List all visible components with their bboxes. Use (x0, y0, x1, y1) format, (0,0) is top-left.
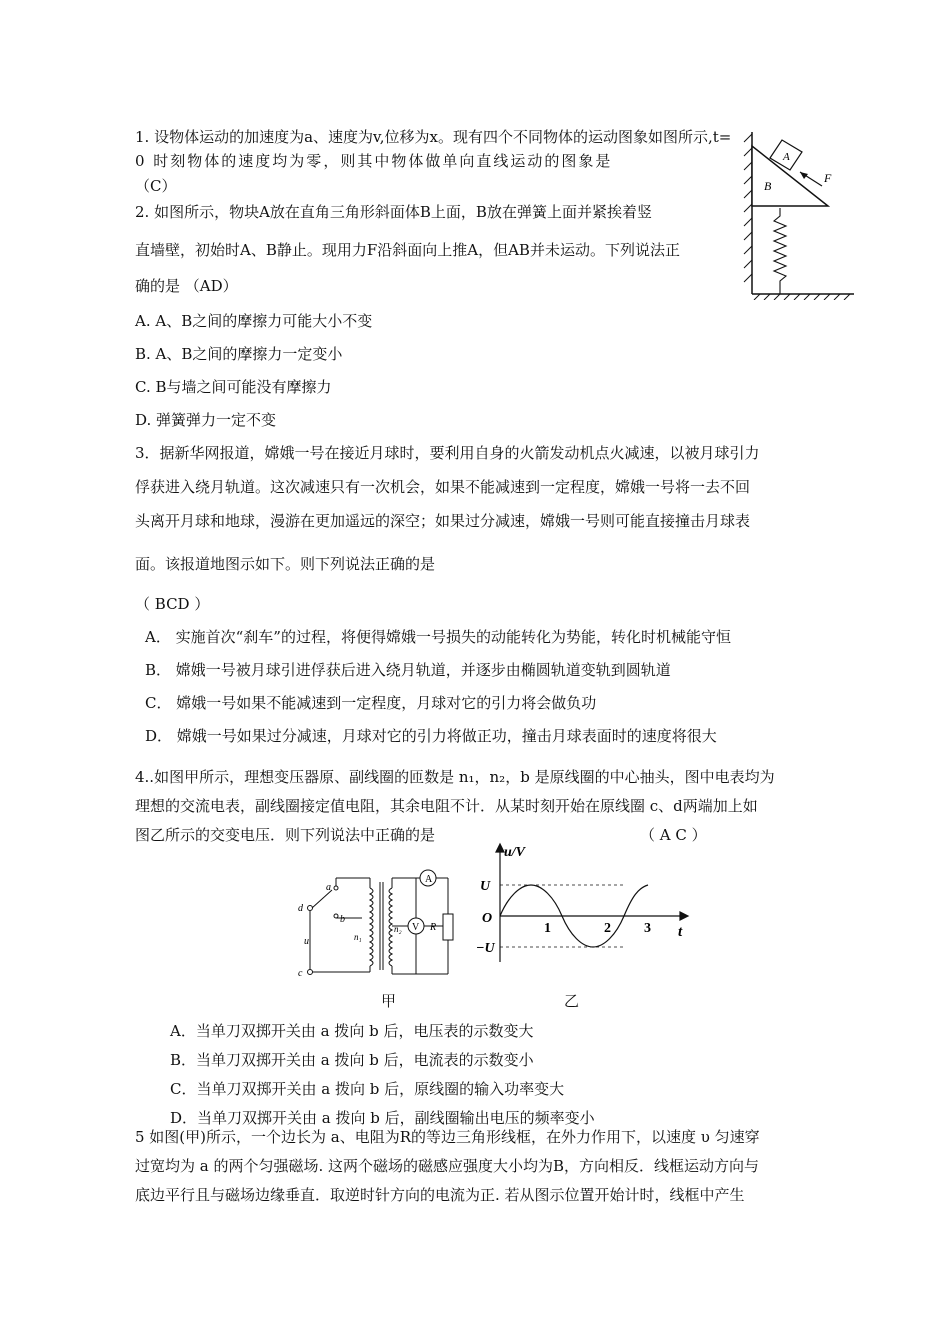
q3-line4: 面。该报道地图示如下。则下列说法正确的是 (135, 555, 436, 573)
q4-answer: （ A C ） (640, 826, 707, 844)
q1-line1: 1. 设物体运动的加速度为a、速度为v,位移为x。现有四个不同物体的运动图象如图所示,t= (135, 128, 732, 146)
q4-graph-ytick-pos: U (480, 879, 491, 894)
q2-option-a: A. A、B之间的摩擦力可能大小不变 (135, 312, 373, 330)
q4-fig-b-label: b (340, 914, 345, 925)
q5-line1: 5 如图(甲)所示，一个边长为 a、电阻为R的等边三角形线框，在外力作用下，以速度 υ 匀速穿 (135, 1128, 760, 1146)
q4-fig-c-label: c (298, 968, 303, 979)
q4-graph-ylabel: u/V (504, 845, 526, 860)
q3-answer: （ BCD ） (135, 595, 210, 613)
q2-fig-label-a: A (783, 151, 790, 163)
q2-fig-label-b: B (764, 179, 772, 193)
q4-graph-origin: O (482, 911, 493, 926)
q1-line2: 0 时刻物体的速度均为零，则其中物体做单向直线运动的图象是 (135, 152, 613, 170)
q4-fig-u-label: u (304, 936, 309, 947)
q4-fig-a-label: a (326, 882, 331, 893)
q4-fig-d-label: d (298, 903, 303, 914)
q4-fig-yi-caption: 乙 (564, 992, 580, 1010)
q5-line2: 过宽均为 a 的两个匀强磁场. 这两个磁场的磁感应强度大小均为B，方向相反．线框运动方向与 (135, 1157, 760, 1175)
q2-option-d: D. 弹簧弹力一定不变 (135, 411, 277, 429)
q4-fig-jia-caption: 甲 (381, 992, 397, 1010)
q5-line3: 底边平行且与磁场边缘垂直．取逆时针方向的电流为正. 若从图示位置开始计时，线框中产生 (135, 1186, 745, 1204)
q3-option-c: C． 嫦娥一号如果不能减速到一定程度，月球对它的引力将会做负功 (145, 694, 597, 712)
q4-line1: 4..如图甲所示，理想变压器原、副线圈的匝数是 n₁，n₂，b 是原线圈的中心抽头，图中电表均为 (135, 768, 775, 786)
q2-option-b: B. A、B之间的摩擦力一定变小 (135, 345, 343, 363)
q1-answer: （C） (135, 177, 177, 195)
q3-option-b: B． 嫦娥一号被月球引进俘获后进入绕月轨道，并逐步由椭圆轨道变轨到圆轨道 (145, 661, 671, 679)
q3-option-a: A． 实施首次“刹车”的过程，将便得嫦娥一号损失的动能转化为势能，转化时机械能守恒 (145, 628, 731, 646)
q4-line2: 理想的交流电表，副线圈接定值电阻，其余电阻不计．从某时刻开始在原线圈 c、d两端加上如 (135, 797, 758, 815)
q3-line2: 俘获进入绕月轨道。这次减速只有一次机会，如果不能减速到一定程度，嫦娥一号将一去不回 (135, 478, 751, 496)
q4-graph-xlabel: t (678, 924, 683, 940)
q2-fig-label-f: F (824, 171, 832, 185)
q4-line3: 图乙所示的交变电压．则下列说法中正确的是 (135, 826, 436, 844)
q4-option-d: D．当单刀双掷开关由 a 拨向 b 后，副线圈输出电压的频率变小 (170, 1109, 595, 1127)
q4-fig-n2-label: n₂ (394, 924, 402, 934)
q4-option-c: C．当单刀双掷开关由 a 拨向 b 后，原线圈的输入功率变大 (170, 1080, 565, 1098)
q4-voltage-graph (474, 840, 694, 970)
q4-option-a: A．当单刀双掷开关由 a 拨向 b 后，电压表的示数变大 (170, 1022, 534, 1040)
q2-line3: 确的是 （AD） (135, 277, 238, 295)
q4-graph-xtick-3: 3 (644, 921, 651, 936)
q3-option-d: D． 嫦娥一号如果过分减速，月球对它的引力将做正功，撞击月球表面时的速度将很大 (145, 727, 717, 745)
q2-line1: 2. 如图所示，物块A放在直角三角形斜面体B上面，B放在弹簧上面并紧挨着竖 (135, 203, 652, 221)
q4-graph-xtick-2: 2 (604, 921, 611, 936)
q4-fig-resistor-label: R (430, 922, 437, 933)
q2-line2: 直墙壁，初始时A、B静止。现用力F沿斜面向上推A，但AB并未运动。下列说法正 (135, 241, 680, 259)
q2-wedge-spring-figure (740, 128, 860, 300)
q4-option-b: B．当单刀双掷开关由 a 拨向 b 后，电流表的示数变小 (170, 1051, 534, 1069)
q4-fig-ammeter-label: A (425, 874, 433, 885)
q2-option-c: C. B与墙之间可能没有摩擦力 (135, 378, 332, 396)
q4-fig-voltmeter-label: V (412, 922, 420, 933)
q4-graph-xtick-1: 1 (544, 921, 551, 936)
q3-line1: 3．据新华网报道，嫦娥一号在接近月球时，要利用自身的火箭发动机点火减速，以被月球引力 (135, 444, 760, 462)
q4-transformer-circuit-figure (292, 862, 462, 982)
q4-fig-n1-label: n₁ (354, 932, 362, 942)
q4-graph-ytick-neg: −U (476, 941, 495, 956)
q3-line3: 头离开月球和地球，漫游在更加遥远的深空；如果过分减速，嫦娥一号则可能直接撞击月球表 (135, 512, 751, 530)
